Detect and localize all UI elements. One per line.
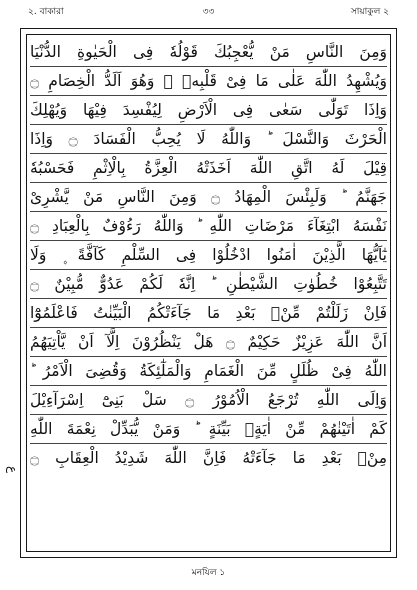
text-line: وَاِلَى اللّٰهِ تُرْجَعُ الْاُمُوْرُ ۝ سَلْ بَنِىْٓ اِسْرَآءِيْلَ (30, 386, 387, 415)
ruku-marker: ع (6, 466, 20, 474)
header-para-name: সায়াকুল ২ (350, 7, 389, 17)
header-surah-name: ২. বাকারা (28, 7, 64, 17)
text-line: وَمِنَ النَّاسِ مَنْ يُّعْجِبُكَ قَوْلُهٗ فِى الْحَيٰوةِ الدُّنْيَا (30, 38, 387, 67)
text-line: اَنَّ اللّٰهَ عَزِيْزٌ حَكِيْمٌ ۝ هَلْ يَنْظُرُوْنَ اِلَّآ اَنْ يَّاْتِيَهُمُ (30, 328, 387, 357)
text-line: يٰٓاَيُّهَا الَّذِيْنَ اٰمَنُوا ادْخُلُوْا فِى السِّلْمِ كَآفَّةً ۪ وَلَا (30, 241, 387, 270)
text-line: فَاِنْ زَلَلْتُمْ مِّنْۢ بَعْدِ مَا جَآءَتْكُمُ الْبَيِّنٰتُ فَاعْلَمُوْٓا (30, 299, 387, 328)
page-footer: মনযিল ১ (191, 568, 226, 578)
text-line: تَتَّبِعُوْا خُطُوٰتِ الشَّيْطٰنِ ؕ اِنَّهٗ لَكُمْ عَدُوٌّ مُّبِيْنٌ ۝ (30, 270, 387, 299)
text-line: نَفْسَهُ ابْتِغَآءَ مَرْضَاتِ اللّٰهِ ؕ وَاللّٰهُ رَءُوْفٌ بِالْعِبَادِ ۝ (30, 212, 387, 241)
text-line: مِنْۢ بَعْدِ مَا جَآءَتْهُ فَاِنَّ اللّٰهَ شَدِيْدُ الْعِقَابِ ۝ (30, 449, 387, 467)
text-line: جَهَنَّمُ ؕ وَلَبِئْسَ الْمِهَادُ ۝ وَمِنَ النَّاسِ مَنْ يَّشْرِىْ (30, 183, 387, 212)
text-line: وَيُشْهِدُ اللّٰهَ عَلٰى مَا فِىْ قَلْبِهٖ ۙ وَهُوَ اَلَدُّ الْخِصَامِ ۝ (30, 67, 387, 96)
verse-text-block (30, 38, 387, 473)
text-line: قِيْلَ لَهُ اتَّقِ اللّٰهَ اَخَذَتْهُ الْعِزَّةُ بِالْاِثْمِ فَحَسْبُهٗ (30, 154, 387, 183)
text-line: الْحَرْثَ وَالنَّسْلَ ؕ وَاللّٰهُ لَا يُحِبُّ الْفَسَادَ ۝ وَاِذَا (30, 125, 387, 154)
header-page-number: ৩৩ (202, 7, 215, 17)
text-line: وَاِذَا تَوَلّٰى سَعٰى فِى الْاَرْضِ لِيُفْسِدَ فِيْهَا وَيُهْلِكَ (30, 96, 387, 125)
text-line: اللّٰهُ فِىْ ظُلَلٍ مِّنَ الْغَمَامِ وَالْمَلٰٓئِكَةُ وَقُضِىَ الْاَمْرُ ؕ (30, 357, 387, 386)
text-line: كَمْ اٰتَيْنٰهُمْ مِّنْ اٰيَةٍۢ بَيِّنَةٍ ؕ وَمَنْ يُّبَدِّلْ نِعْمَةَ اللّٰهِ (30, 415, 387, 444)
page-header (28, 4, 389, 20)
